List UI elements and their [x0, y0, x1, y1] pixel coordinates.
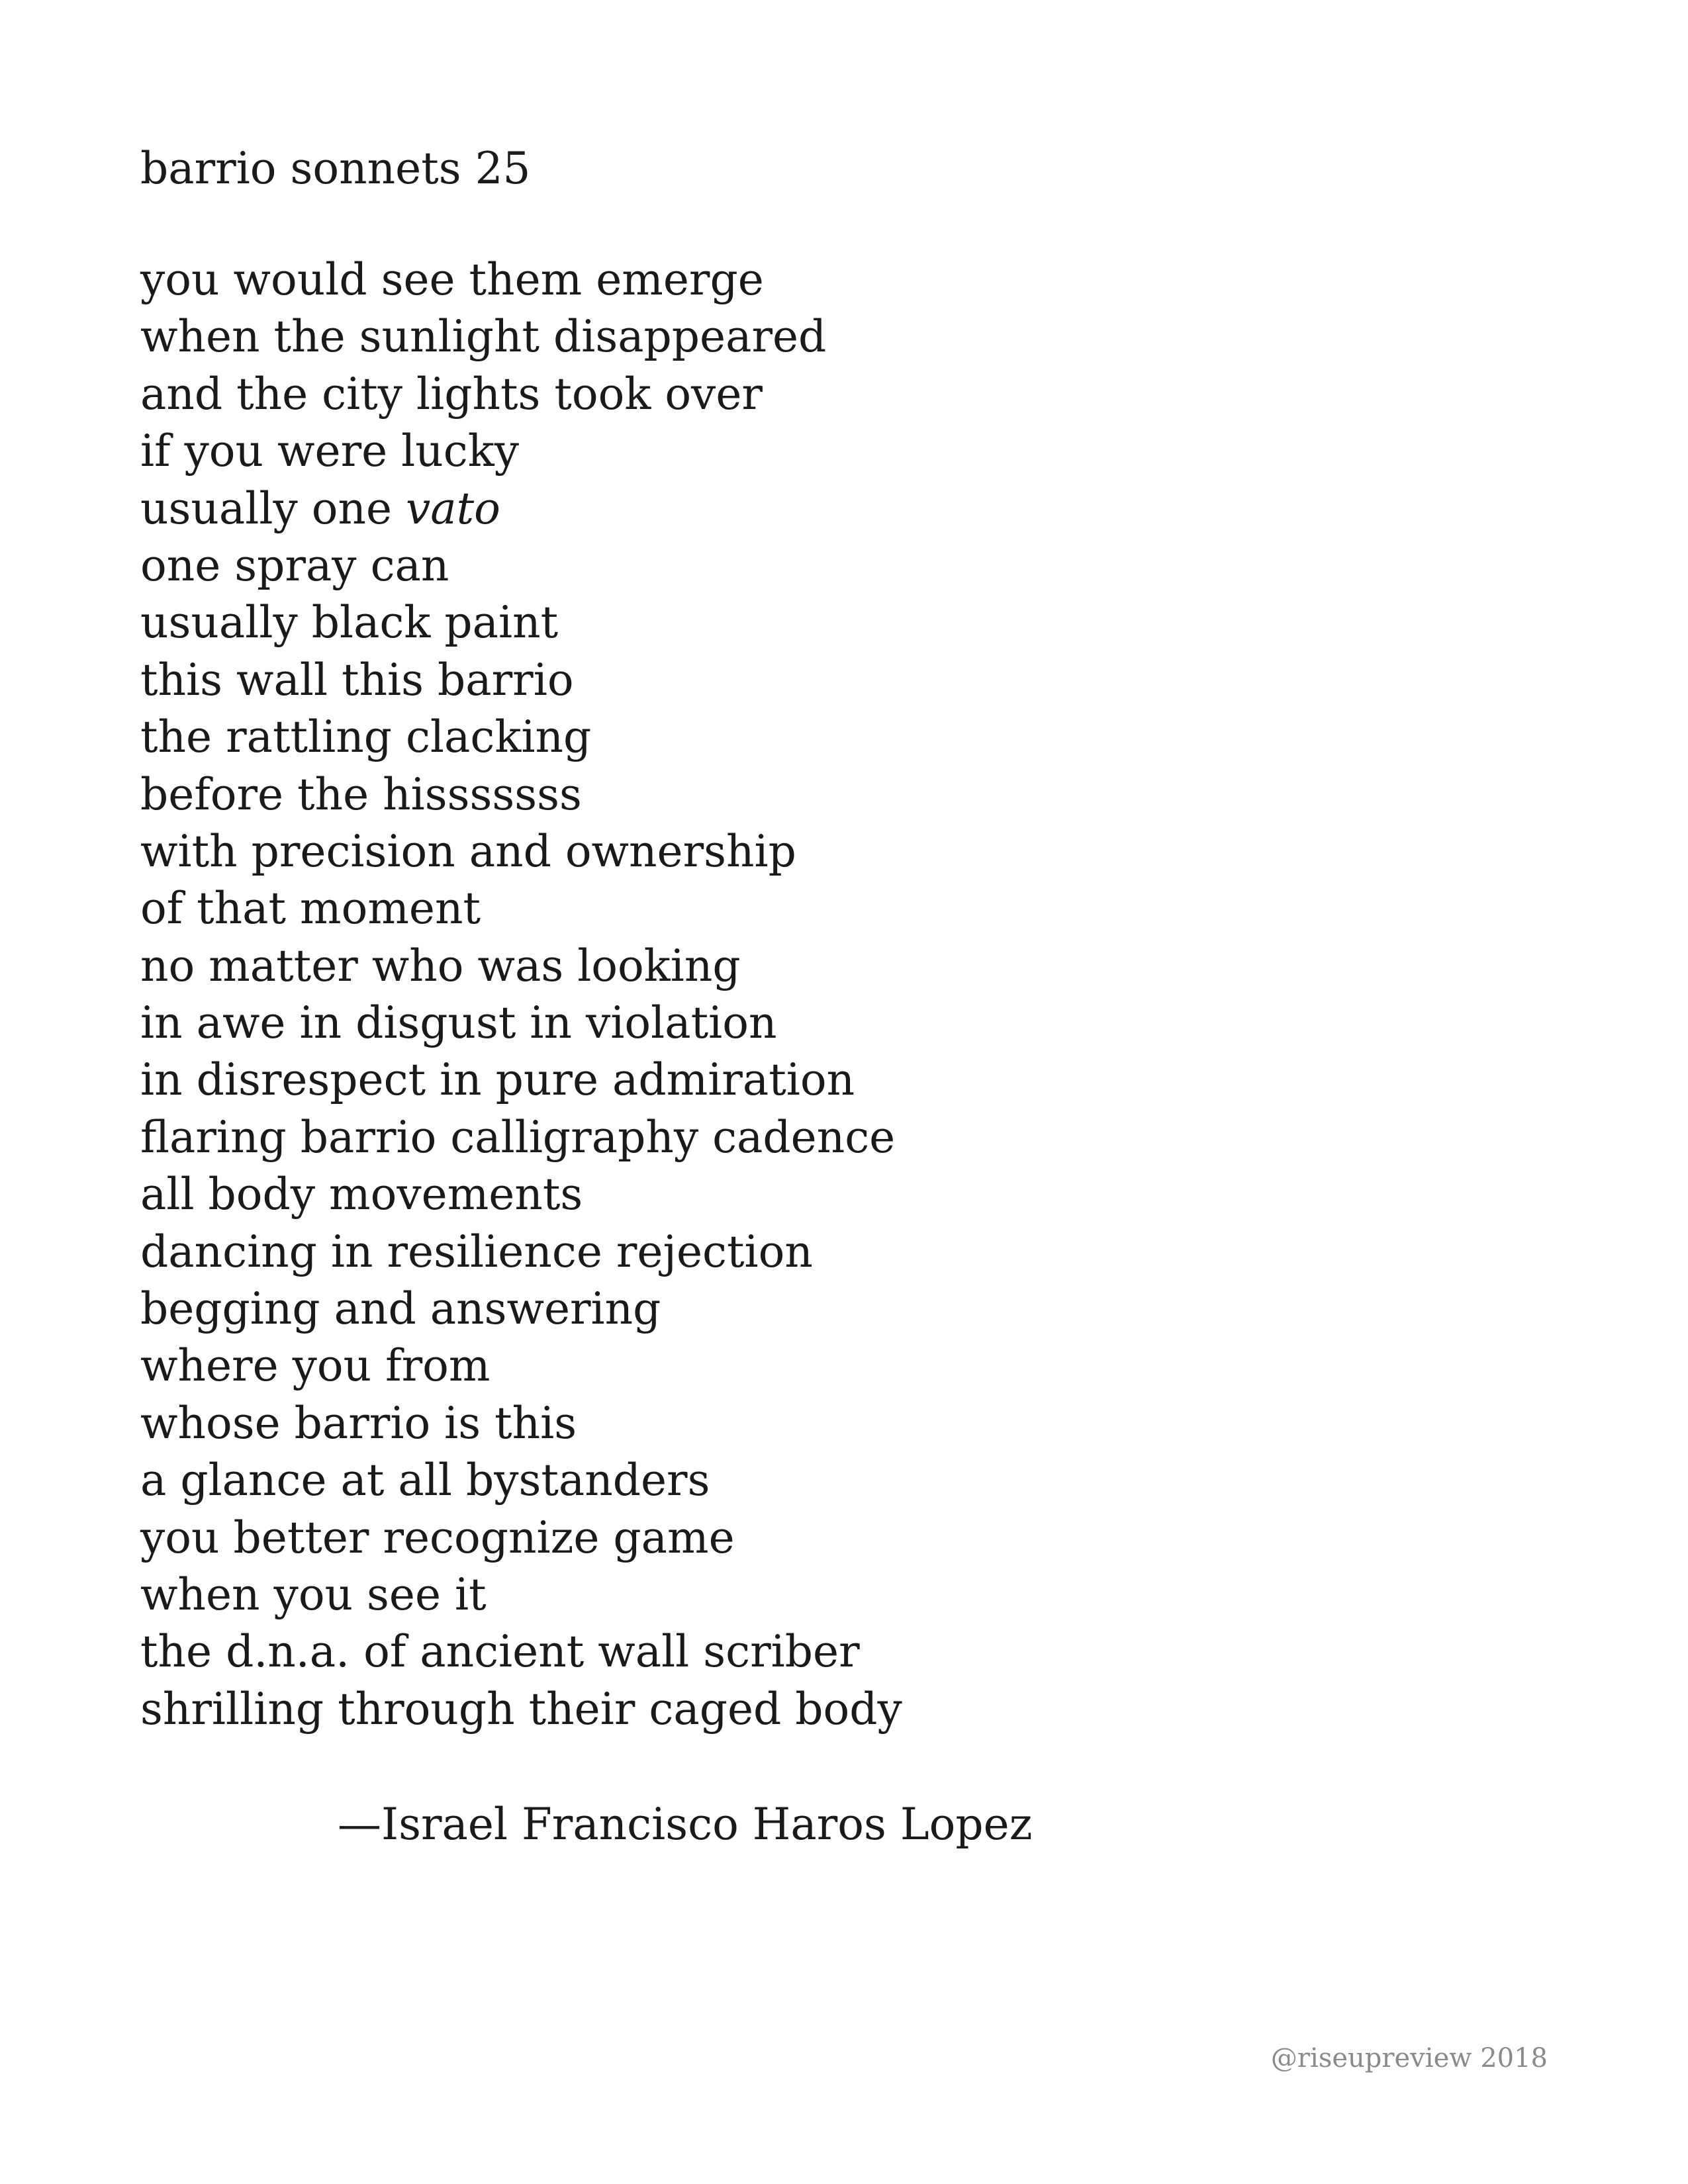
poem-line: the d.n.a. of ancient wall scriber [140, 1626, 860, 1678]
poem-line: one spray can [140, 539, 449, 591]
author-attribution: —Israel Francisco Haros Lopez [338, 1799, 1033, 1850]
poem-line: of that moment [140, 883, 481, 934]
poem-line: when the sunlight disappeared [140, 311, 827, 363]
poem-line: dancing in resilience rejection [140, 1226, 813, 1277]
poem-line: shrilling through their caged body [140, 1683, 902, 1735]
poem-body [140, 251, 902, 1738]
poem-line: flaring barrio calligraphy cadence [140, 1111, 896, 1163]
poem-line: if you were lucky [140, 426, 520, 477]
poem-line: a glance at all bystanders [140, 1455, 710, 1506]
poem-line: in awe in disgust in violation [140, 997, 777, 1049]
poem-line: all body movements [140, 1169, 583, 1220]
poem-line: the rattling clacking [140, 711, 592, 763]
poem-line: whose barrio is this [140, 1397, 577, 1449]
poem-line: where you from [140, 1340, 491, 1392]
poem-line: no matter who was looking [140, 940, 741, 991]
poem-line: you better recognize game [140, 1512, 735, 1563]
italic-word: vato [406, 482, 500, 534]
poem-line: in disrespect in pure admiration [140, 1054, 855, 1106]
poem-title: barrio sonnets 25 [140, 143, 531, 194]
poem-line: usually black paint [140, 597, 559, 649]
poem-line: begging and answering [140, 1283, 661, 1335]
poem-line-text: usually one [140, 482, 406, 534]
footer-credit: @riseupreview 2018 [1270, 2043, 1548, 2073]
poem-line: before the hisssssss [140, 768, 582, 820]
poem-line [140, 480, 902, 537]
poem-line: this wall this barrio [140, 654, 574, 705]
poem-line: you would see them emerge [140, 254, 764, 305]
poem-line: with precision and ownership [140, 825, 796, 877]
poem-line: and the city lights took over [140, 368, 763, 420]
poem-line: when you see it [140, 1569, 487, 1620]
